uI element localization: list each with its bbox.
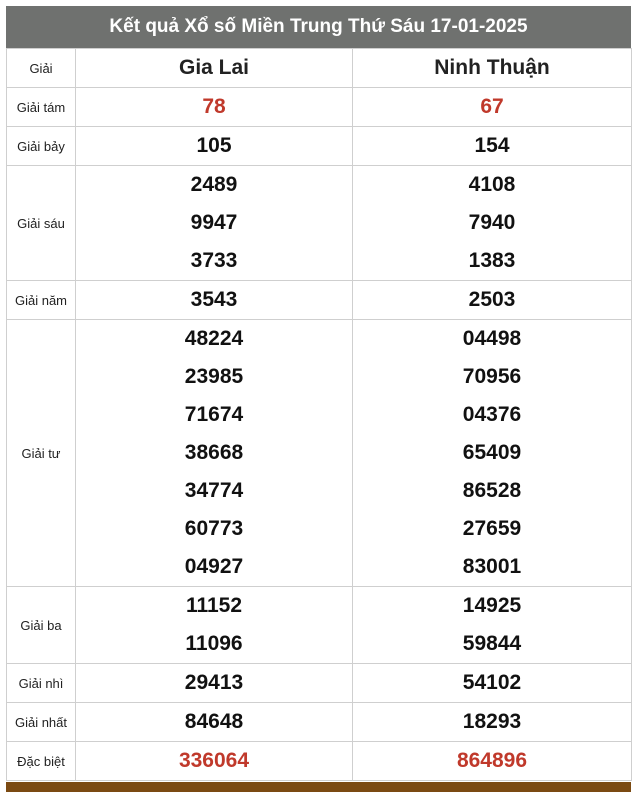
province-header-ninh-thuan: Ninh Thuận (353, 49, 632, 88)
result-number: 60773 (184, 517, 244, 540)
prize-label: Giải tám (7, 88, 76, 127)
prize-label: Giải sáu (7, 166, 76, 281)
result-number: 11152 (185, 594, 243, 617)
row-giai-sau (7, 166, 632, 281)
result-number: 18293 (462, 710, 522, 733)
row-giai-tu (7, 320, 632, 587)
prize-label: Đặc biệt (7, 742, 76, 781)
prize-label: Giải ba (7, 587, 76, 664)
prize-column-header: Giải (7, 49, 76, 88)
result-number: 29413 (184, 671, 244, 694)
prize-label: Giải nhì (7, 664, 76, 703)
result-number: 67 (480, 95, 504, 118)
row-dac-biet (7, 742, 632, 781)
row-giai-nam (7, 281, 632, 320)
special-prize-number: 336064 (178, 749, 250, 772)
footer-bar (6, 782, 631, 792)
result-number: 105 (196, 134, 232, 157)
result-number: 23985 (184, 365, 244, 388)
results-panel (6, 6, 631, 781)
result-number: 3543 (190, 288, 238, 311)
result-number: 38668 (184, 441, 244, 464)
result-number: 1383 (468, 249, 516, 272)
prize-label: Giải tư (7, 320, 76, 587)
result-number: 4108 (468, 173, 516, 196)
result-number: 04498 (462, 327, 522, 350)
row-giai-bay (7, 127, 632, 166)
province-header-gia-lai: Gia Lai (76, 49, 353, 88)
prize-label: Giải nhất (7, 703, 76, 742)
result-number: 48224 (184, 327, 244, 350)
result-number: 86528 (462, 479, 522, 502)
row-giai-tam (7, 88, 632, 127)
row-giai-nhat (7, 703, 632, 742)
result-number: 83001 (462, 555, 522, 578)
results-table (6, 48, 632, 781)
result-number: 78 (202, 95, 226, 118)
special-prize-number: 864896 (456, 749, 528, 772)
result-number: 154 (474, 134, 510, 157)
result-number: 59844 (462, 632, 522, 655)
result-number: 27659 (462, 517, 522, 540)
result-number: 2489 (190, 173, 238, 196)
prize-label: Giải năm (7, 281, 76, 320)
prize-label: Giải bảy (7, 127, 76, 166)
result-number: 71674 (184, 403, 244, 426)
result-number: 7940 (468, 211, 516, 234)
row-giai-nhi (7, 664, 632, 703)
row-giai-ba (7, 587, 632, 664)
result-number: 3733 (190, 249, 238, 272)
result-number: 84648 (184, 710, 244, 733)
page-title: Kết quả Xổ số Miền Trung Thứ Sáu 17-01-2025 (6, 6, 631, 48)
result-number: 70956 (462, 365, 522, 388)
result-number: 54102 (462, 671, 522, 694)
result-number: 11096 (185, 632, 243, 655)
result-number: 9947 (190, 211, 238, 234)
result-number: 04376 (462, 403, 522, 426)
header-row (7, 49, 632, 88)
result-number: 65409 (462, 441, 522, 464)
result-number: 04927 (184, 555, 244, 578)
result-number: 34774 (184, 479, 244, 502)
result-number: 2503 (468, 288, 516, 311)
result-number: 14925 (462, 594, 522, 617)
